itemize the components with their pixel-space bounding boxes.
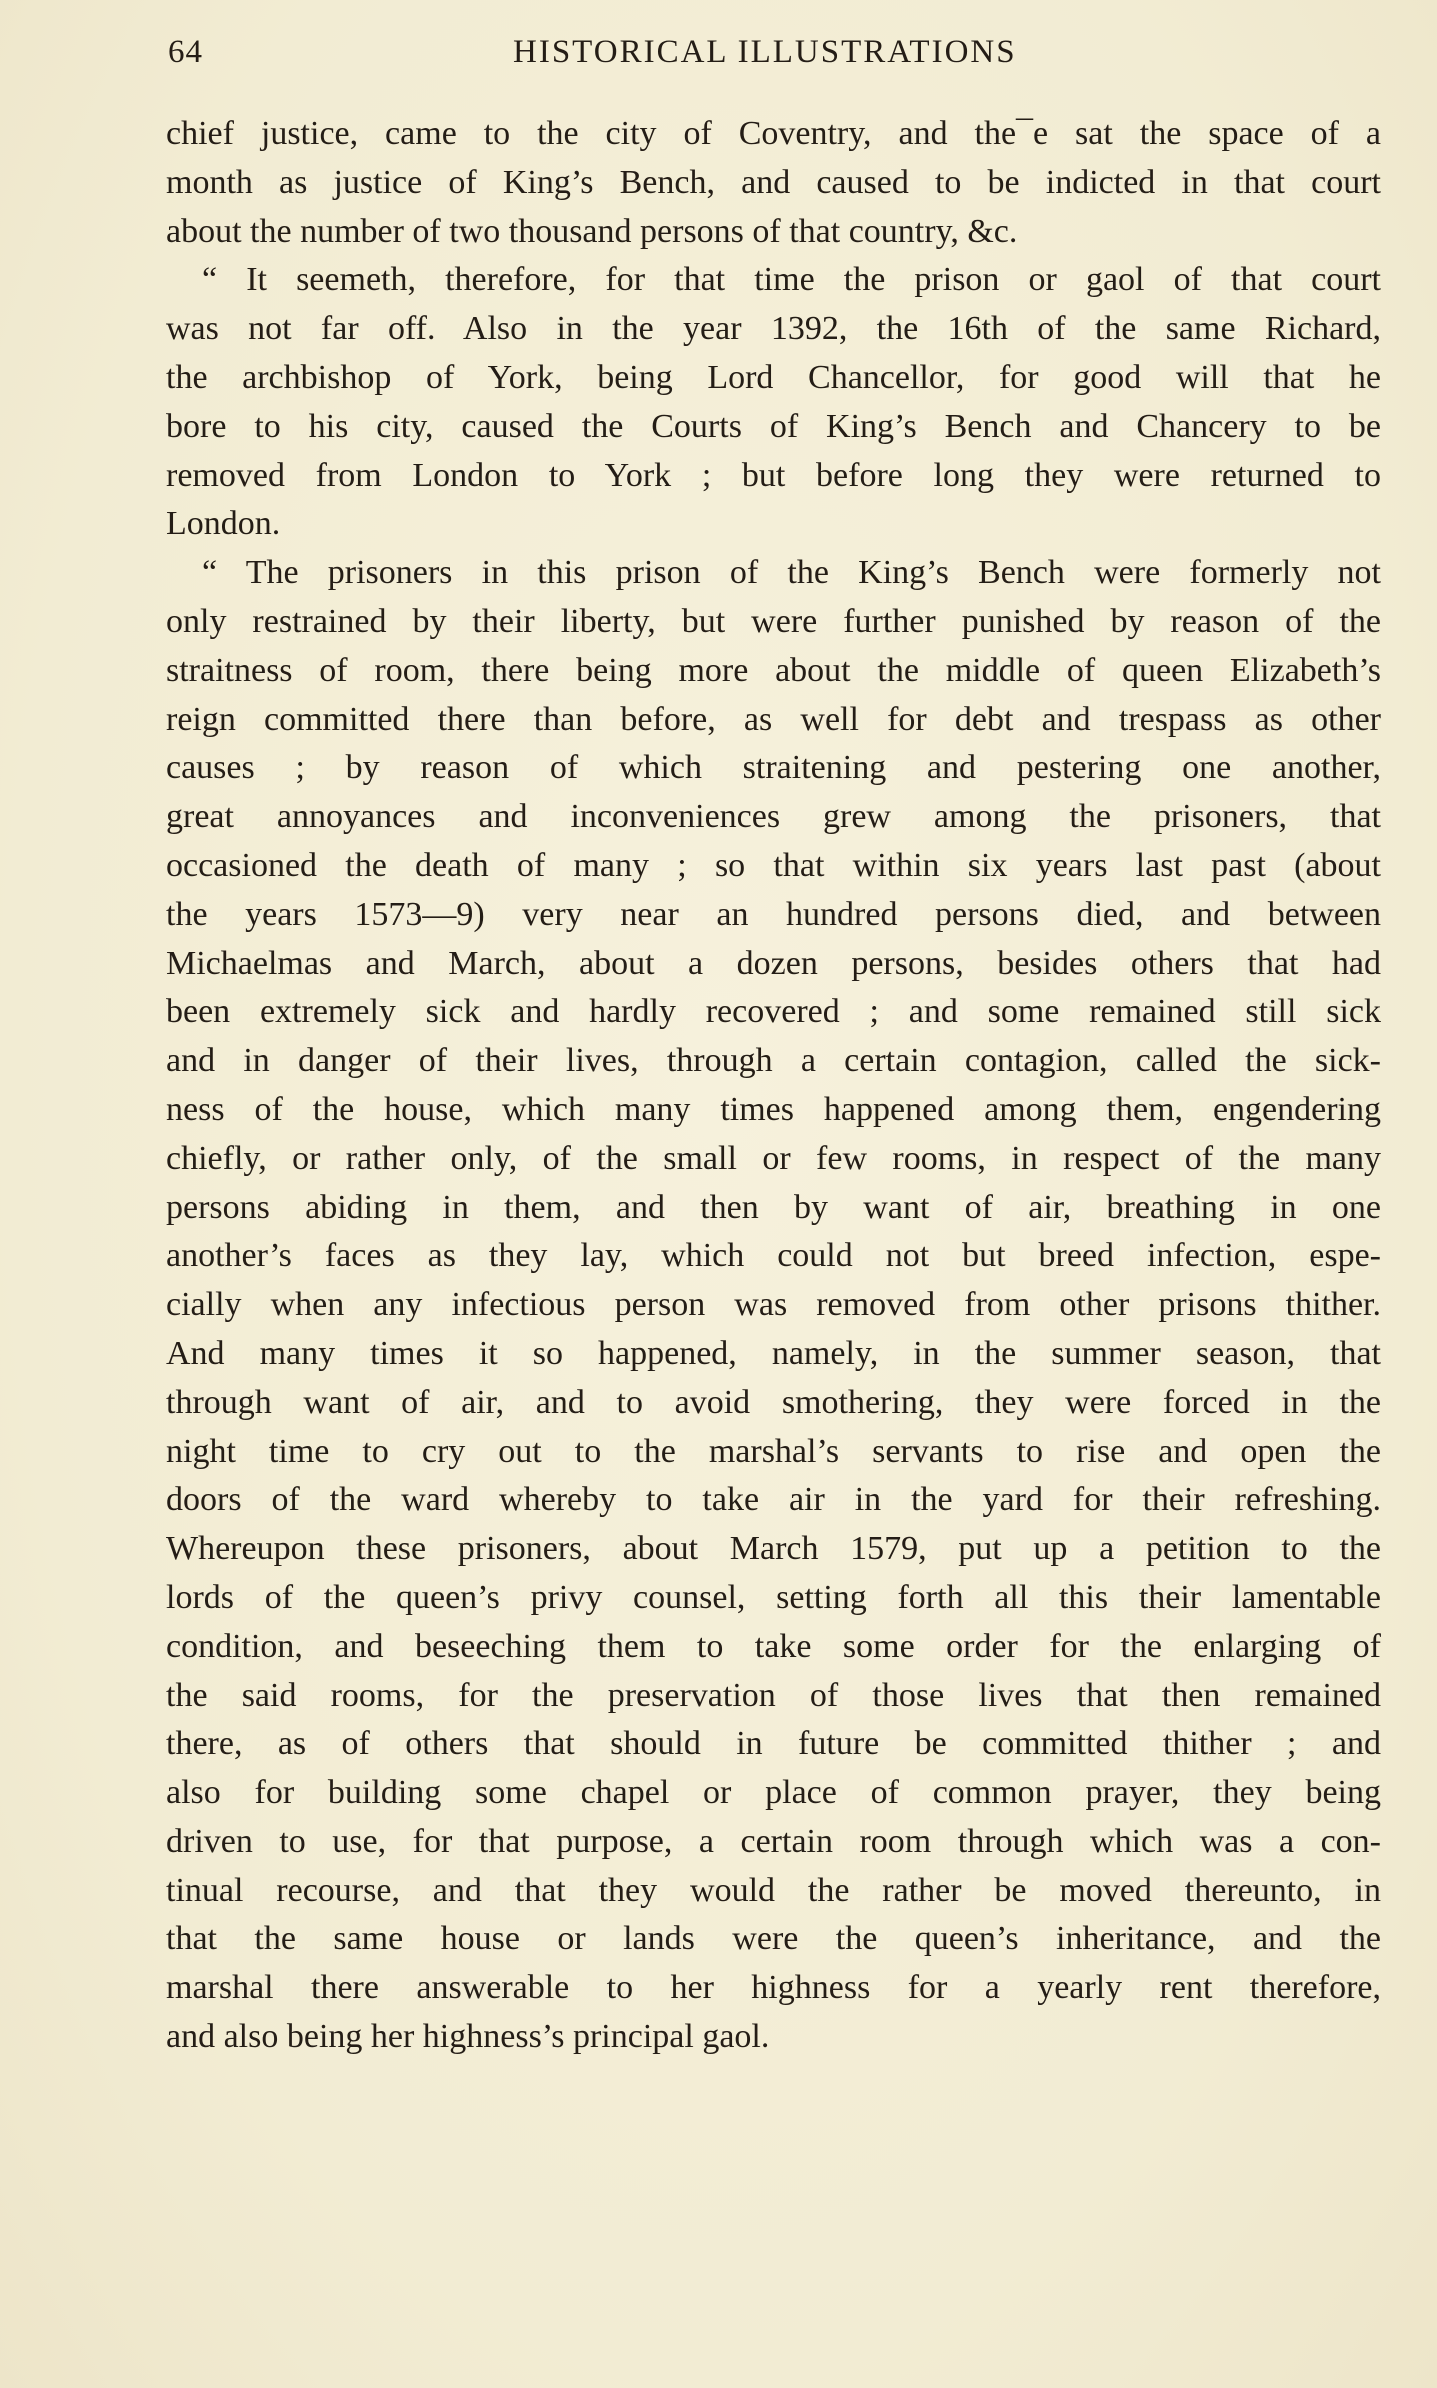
text-line: London.	[166, 505, 281, 543]
text-line: persons abiding in them, and then by want of air, breathing in one	[166, 1188, 1381, 1226]
text-line: removed from London to York ; but before long they were returned to	[166, 456, 1381, 494]
body-text	[166, 110, 1381, 2062]
text-line: the said rooms, for the preservation of those lives that then remained	[166, 1676, 1381, 1714]
text-line: also for building some chapel or place of common prayer, they being	[166, 1774, 1381, 1812]
text-line: “ It seemeth, therefore, for that time the prison or gaol of that court	[202, 261, 1381, 299]
text-line: that the same house or lands were the queen’s inheritance, and the	[166, 1920, 1381, 1958]
text-line: there, as of others that should in future be committed thither ; and	[166, 1725, 1381, 1763]
text-line: been extremely sick and hardly recovered ; and some remained still sick	[166, 993, 1381, 1031]
running-title: HISTORICAL ILLUSTRATIONS	[513, 34, 1017, 70]
text-line: chiefly, or rather only, of the small or few rooms, in respect of the many	[166, 1139, 1381, 1177]
page-number: 64	[168, 34, 203, 70]
text-line: was not far off. Also in the year 1392, the 16th of the same Richard,	[166, 310, 1381, 348]
text-line: great annoyances and inconveniences grew among the prisoners, that	[166, 798, 1381, 836]
text-line: Michaelmas and March, about a dozen persons, besides others that had	[166, 944, 1381, 982]
text-line: the archbishop of York, being Lord Chancellor, for good will that he	[166, 358, 1381, 396]
text-line: the years 1573—9) very near an hundred persons died, and between	[166, 895, 1381, 933]
text-line: tinual recourse, and that they would the rather be moved thereunto, in	[166, 1871, 1381, 1909]
text-line: reign committed there than before, as well for debt and trespass as other	[166, 700, 1381, 738]
text-line: marshal there answerable to her highness for a yearly rent therefore,	[166, 1969, 1381, 2007]
running-head	[168, 34, 1383, 82]
text-line: occasioned the death of many ; so that within six years last past (about	[166, 846, 1381, 884]
text-line: about the number of two thousand persons of that country, &c.	[166, 212, 1018, 250]
text-line: through want of air, and to avoid smothering, they were forced in the	[166, 1383, 1381, 1421]
text-line: another’s faces as they lay, which could not but breed infection, espe-	[166, 1237, 1381, 1275]
text-line: and also being her highness’s principal gaol.	[166, 2018, 770, 2056]
text-line: and in danger of their lives, through a certain contagion, called the sick-	[166, 1042, 1381, 1080]
text-line: night time to cry out to the marshal’s servants to rise and open the	[166, 1432, 1381, 1470]
text-line: lords of the queen’s privy counsel, setting forth all this their lamentable	[166, 1578, 1381, 1616]
text-line: straitness of room, there being more about the middle of queen Elizabeth’s	[166, 651, 1381, 689]
text-line: Whereupon these prisoners, about March 1579, put up a petition to the	[166, 1530, 1381, 1568]
text-line: only restrained by their liberty, but were further punished by reason of the	[166, 602, 1381, 640]
text-line: condition, and beseeching them to take some order for the enlarging of	[166, 1627, 1381, 1665]
text-line: chief justice, came to the city of Coventry, and the¯e sat the space of a	[166, 115, 1381, 152]
text-line: causes ; by reason of which straitening and pestering one another,	[166, 749, 1381, 787]
text-line: bore to his city, caused the Courts of King’s Bench and Chancery to be	[166, 407, 1381, 445]
text-line: And many times it so happened, namely, in the summer season, that	[166, 1334, 1381, 1372]
text-line: doors of the ward whereby to take air in the yard for their refreshing.	[166, 1481, 1381, 1519]
text-line: “ The prisoners in this prison of the King’s Bench were formerly not	[202, 554, 1381, 592]
text-line: driven to use, for that purpose, a certain room through which was a con-	[166, 1822, 1381, 1860]
text-line: cially when any infectious person was removed from other prisons thither.	[166, 1286, 1381, 1324]
text-line: month as justice of King’s Bench, and caused to be indicted in that court	[166, 163, 1381, 201]
text-line: ness of the house, which many times happened among them, engendering	[166, 1090, 1381, 1128]
